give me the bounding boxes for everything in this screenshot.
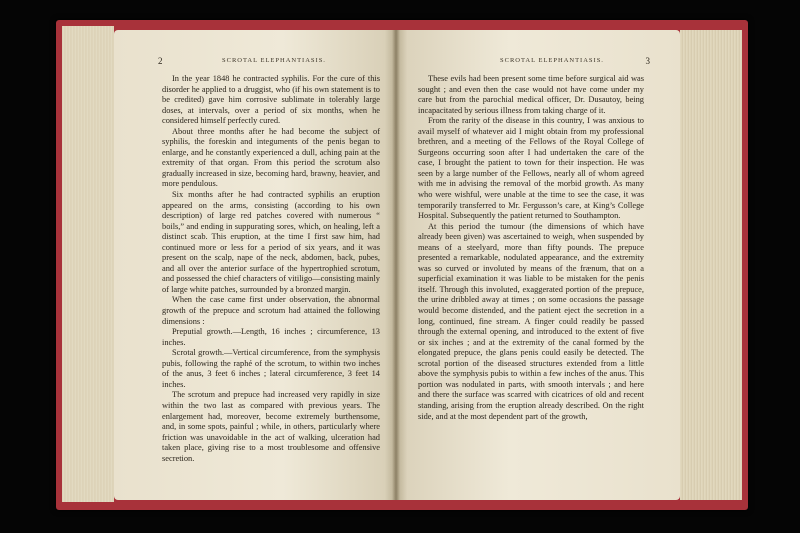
paragraph: Six months after he had contracted syphilis an eruption appeared on the arms, consisting (according to his own description) of large red patches covered with numerous “ boils,” and ending in suppurating sores, which, on healing, left a distinct scab. This eruption, at the time I first saw him, had continued more or less for a period of six years, and it was present on the scalp, nape of the neck, abdomen, back, pubes, and all over the anterior surface of the hypertrophied scrotum, and possessed the chief characters of vitiligo—consisting mainly of large white patches, surrounded by a bronzed margin. xyxy=(162,190,380,294)
book-gutter xyxy=(392,30,400,500)
paragraph: These evils had been present some time before surgical aid was sought ; and even then the case would not have come under my care but from the parochial medical officer, Dr. Dusautoy, being incapacitated by serious illness from taking charge of it. xyxy=(418,74,644,115)
page-number: 2 xyxy=(158,56,163,66)
paragraph: In the year 1848 he contracted syphilis. For the cure of this disorder he applied to a druggist, who (if his own statement is to be credited) gave him corrosive sublimate in tolerably large doses, at intervals, over a period of six months, when he considered himself perfectly cured. xyxy=(162,74,380,126)
paragraph: At this period the tumour (the dimensions of which have already been given) was ascertained to weigh, when suspended by means of a steelyard, more than fifty pounds. The prepuce presented a remarkable, nodulated appearance, and the extremity was so curved or involuted by means of the frænum, that on a superficial examination it was liable to be mistaken for the penis itself. Through this involuted, exaggerated portion of the prepuce, the urine dribbled away at times ; on some occasions the passage would become distended, and the patient eject the secretion in a long, continued, fine stream. A finger could readily be passed through the external opening, and introduced to the extent of five or six inches ; and at the extremity of the canal formed by the elongated prepuce, the glans penis could easily be detected. The scrotal portion of the diseased structures extended from a little above the symphysis pubis to within a few inches of the anus. This portion was nodulated in parts, with smooth intervals ; and here and there the surface was scarred with cicatrices of old and recent standing, arising from the eruption already described. On the right side, and at the most dependent part of the growth, xyxy=(418,221,644,421)
page-edges-left xyxy=(62,26,114,502)
body-text xyxy=(418,74,644,422)
body-text xyxy=(162,74,380,464)
left-page xyxy=(114,30,396,500)
running-head: SCROTAL ELEPHANTIASIS. xyxy=(500,57,604,64)
paragraph: When the case came first under observation, the abnormal growth of the prepuce and scrotum had attained the following dimensions : xyxy=(162,295,380,326)
right-page xyxy=(396,30,680,500)
page-edges-right xyxy=(680,30,742,500)
paragraph: Scrotal growth.—Vertical circumference, from the symphysis pubis, following the raphé of the scrotum, to within two inches of the anus, 3 feet 6 inches ; lateral circumference, 3 feet 14 inches. xyxy=(162,348,380,389)
paragraph: About three months after he had become the subject of syphilis, the foreskin and integuments of the penis began to enlarge, and he constantly experienced a dull, aching pain at the extremity of that organ. From this period the scrotum also gradually increased in size, becoming hard, brawny, heavier, and more pendulous. xyxy=(162,126,380,189)
running-head: SCROTAL ELEPHANTIASIS. xyxy=(222,57,326,64)
paragraph: Preputial growth.—Length, 16 inches ; circumference, 13 inches. xyxy=(162,327,380,347)
paragraph: The scrotum and prepuce had increased very rapidly in size within the two last as compared with previous years. The enlargement had, moreover, become extremely burthensome, and, in some spots, painful ; while, in others, particularly where friction was unavoidable in the act of walking, ulceration had taken place, giving rise to a most troublesome and offensive secretion. xyxy=(162,390,380,463)
paragraph: From the rarity of the disease in this country, I was anxious to avail myself of whatever aid I might obtain from my professional brethren, and a meeting of the Fellows of the Royal College of Surgeons occurring soon after I had undertaken the care of the case, I brought the patient to town for their inspection. He was seen by a large number of the Fellows, nearly all of whom agreed with me in advising the removal of the morbid growth. As many who were wishful, were unable at the time to see the case, it was temporarily transferred to Mr. Fergusson’s care, at King’s College Hospital. Subsequently the patient returned to Southampton. xyxy=(418,116,644,221)
page-number: 3 xyxy=(645,56,650,66)
